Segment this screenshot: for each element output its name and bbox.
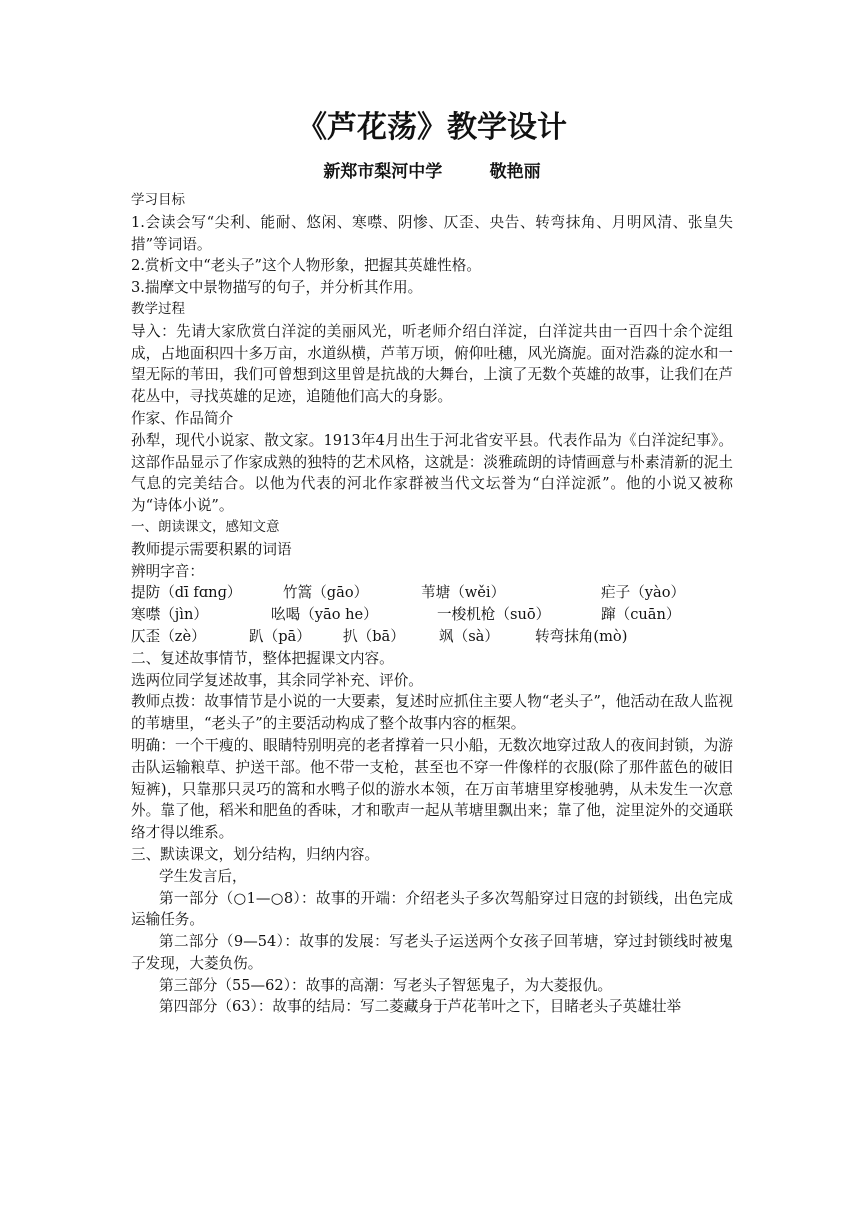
section2-heading: 二、复述故事情节，整体把握课文内容。 [131,649,394,667]
section2-clarify: 明确：一个干瘦的、眼睛特别明亮的老者撑着一只小船，无数次地穿过敌人的夜间封锁，为游击队运输粮草、护送干部。他不带一支枪，甚至也不穿一件像样的衣服(除了那件蓝色的破旧短裤)，只靠那只灵巧的篙和水鸭子似的游水本领，在万亩苇塘里穿梭驰骋，从未发生一次意外。靠了他，稻米和肥鱼的香味，才和歌声一起从苇塘里飘出来；靠了他，淀里淀外的交通联络才得以维系。 [131,736,733,842]
author-line: 新郑市梨河中学 敬艳丽 [323,162,541,182]
document-body [131,190,733,1018]
objectives-heading: 学习目标 [131,192,185,208]
section1-heading: 一、朗读课文，感知文意 [131,518,280,535]
pinyin-row [131,604,733,626]
section3-heading: 三、默读课文，划分结构，归纳内容。 [131,845,380,863]
pinyin-word: 趴（pā） [249,627,311,645]
pinyin-word: 疟子（yào） [601,584,686,602]
pinyin-word: 竹篙（gāo） [283,584,369,602]
author-intro-paragraph: 孙犁，现代小说家、散文家。1913年4月出生于河北省安平县。代表作品为《白洋淀纪事》。这部作品显示了作家成熟的独特的艺术风格，这就是：淡雅疏朗的诗情画意与朴素清新的泥土气息的完美结合。以他为代表的河北作家群被当代文坛誉为“白洋淀派”。他的小说又被称为“诗体小说”。 [131,431,733,515]
process-heading: 教学过程 [131,300,185,317]
document-title: 《芦花荡》教学设计 [297,110,567,145]
objective-item: 2.赏析文中“老头子”这个人物形象，把握其英雄性格。 [131,257,481,275]
vocab-heading: 教师提示需要积累的词语 [131,540,292,558]
objective-item: 1.会读会写“尖利、能耐、悠闲、寒噤、阴惨、仄歪、央告、转弯抹角、月明风清、张皇失措”等词语。 [131,213,733,253]
intro-paragraph: 导入：先请大家欣赏白洋淀的美丽风光，听老师介绍白洋淀，白洋淀共由一百四十余个淀组成，占地面积四十多万亩，水道纵横，芦苇万顷，俯仰吐穗，风光旖旎。面对浩淼的淀水和一望无际的苇田，我们可曾想到这里曾是抗战的大舞台，上演了无数个英雄的故事，让我们在芦花丛中，寻找英雄的足迹，追随他们高大的身影。 [131,322,733,406]
section2-task: 选两位同学复述故事，其余同学补充、评价。 [131,671,423,689]
pinyin-word: 寒噤（jìn） [131,606,208,624]
structure-part: 第一部分（○1—○8）：故事的开端：介绍老头子多次驾船穿过日寇的封锁线，出色完成运输任务。 [131,889,733,929]
pinyin-word: 一梭机枪（suō） [437,606,551,624]
pinyin-word: 吆喝（yāo he） [271,606,378,624]
structure-part: 第三部分（55—62）：故事的高潮：写老头子智惩鬼子，为大菱报仇。 [159,976,613,994]
pinyin-word: 飒（sà） [439,627,499,645]
pinyin-word: 提防（dī fɑnɡ） [131,584,242,602]
pinyin-row [131,626,733,648]
objective-item: 3.揣摩文中景物描写的句子，并分析其作用。 [131,279,423,297]
section3-lead: 学生发言后， [159,867,247,885]
pinyin-word: 转弯抹角(mò) [535,627,628,645]
pinyin-word: 扒（bā） [343,627,405,645]
pinyin-heading: 辨明字音： [131,562,204,580]
pinyin-word: 苇塘（wěi） [421,584,506,602]
pinyin-word: 仄歪（zè） [131,627,206,645]
structure-part: 第四部分（63）：故事的结局：写二菱藏身于芦花苇叶之下，目睹老头子英雄壮举 [159,998,682,1016]
pinyin-word: 蹿（cuān） [601,606,681,624]
author-intro-heading: 作家、作品简介 [131,409,234,427]
structure-part: 第二部分（9—54）：故事的发展：写老头子运送两个女孩子回苇塘，穿过封锁线时被鬼子发现，大菱负伤。 [131,933,733,972]
pinyin-row [131,582,733,604]
section2-tip: 教师点拨：故事情节是小说的一大要素，复述时应抓住主要人物“老头子”，他活动在敌人监视的苇塘里，“老头子”的主要活动构成了整个故事内容的框架。 [131,693,733,733]
